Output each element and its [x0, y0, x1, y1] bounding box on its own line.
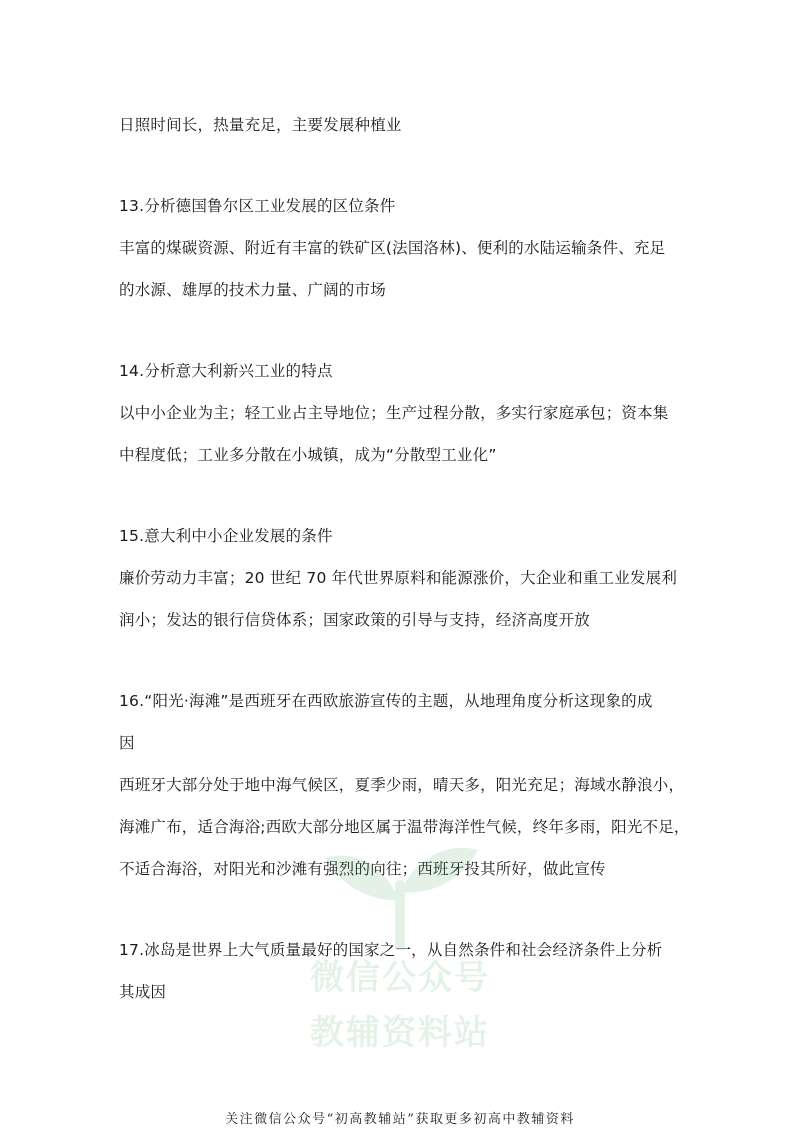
text-line: 海滩广布，适合海浴;西欧大部分地区属于温带海洋性气候，终年多雨，阳光不足，	[119, 818, 690, 836]
question-15-heading: 15.意大利中小企业发展的条件	[119, 527, 333, 545]
page-footer: 关注微信公众号“初高教辅站”获取更多初高中教辅资料	[225, 1112, 575, 1127]
question-17-heading-cont: 其成因	[119, 983, 167, 1001]
question-16-heading-cont: 因	[119, 734, 135, 752]
text-line: 以中小企业为主；轻工业占主导地位；生产过程分散，多实行家庭承包；资本集	[119, 404, 669, 422]
watermark-text-line2: 教辅资料站	[310, 1013, 490, 1053]
watermark-text-line1: 微信公众号	[310, 958, 490, 998]
text-line: 西班牙大部分处于地中海气候区，夏季少雨，晴天多，阳光充足；海域水静浪小，	[119, 776, 685, 794]
text-line: 的水源、雄厚的技术力量、广阔的市场	[119, 281, 386, 299]
text-line: 不适合海浴，对阳光和沙滩有强烈的向往；西班牙投其所好，做此宣传	[119, 860, 606, 878]
text-line: 丰富的煤碳资源、附近有丰富的铁矿区(法国洛林)、便利的水陆运输条件、充足	[119, 239, 666, 257]
document-body	[119, 104, 699, 1013]
question-16-heading: 16.“阳光·海滩”是西班牙在西欧旅游宣传的主题，从地理角度分析这现象的成	[119, 692, 653, 710]
text-line: 中程度低；工业多分散在小城镇，成为“分散型工业化”	[119, 446, 497, 464]
question-17-heading: 17.冰岛是世界上大气质量最好的国家之一，从自然条件和社会经济条件上分析	[119, 941, 663, 959]
question-14-heading: 14.分析意大利新兴工业的特点	[119, 362, 333, 380]
text-line: 润小；发达的银行信贷体系；国家政策的引导与支持，经济高度开放	[119, 611, 591, 629]
text-line: 廉价劳动力丰富；20 世纪 70 年代世界原料和能源涨价，大企业和重工业发展利	[119, 569, 678, 587]
question-13-heading: 13.分析德国鲁尔区工业发展的区位条件	[119, 197, 396, 215]
text-line: 日照时间长，热量充足，主要发展种植业	[119, 116, 402, 134]
